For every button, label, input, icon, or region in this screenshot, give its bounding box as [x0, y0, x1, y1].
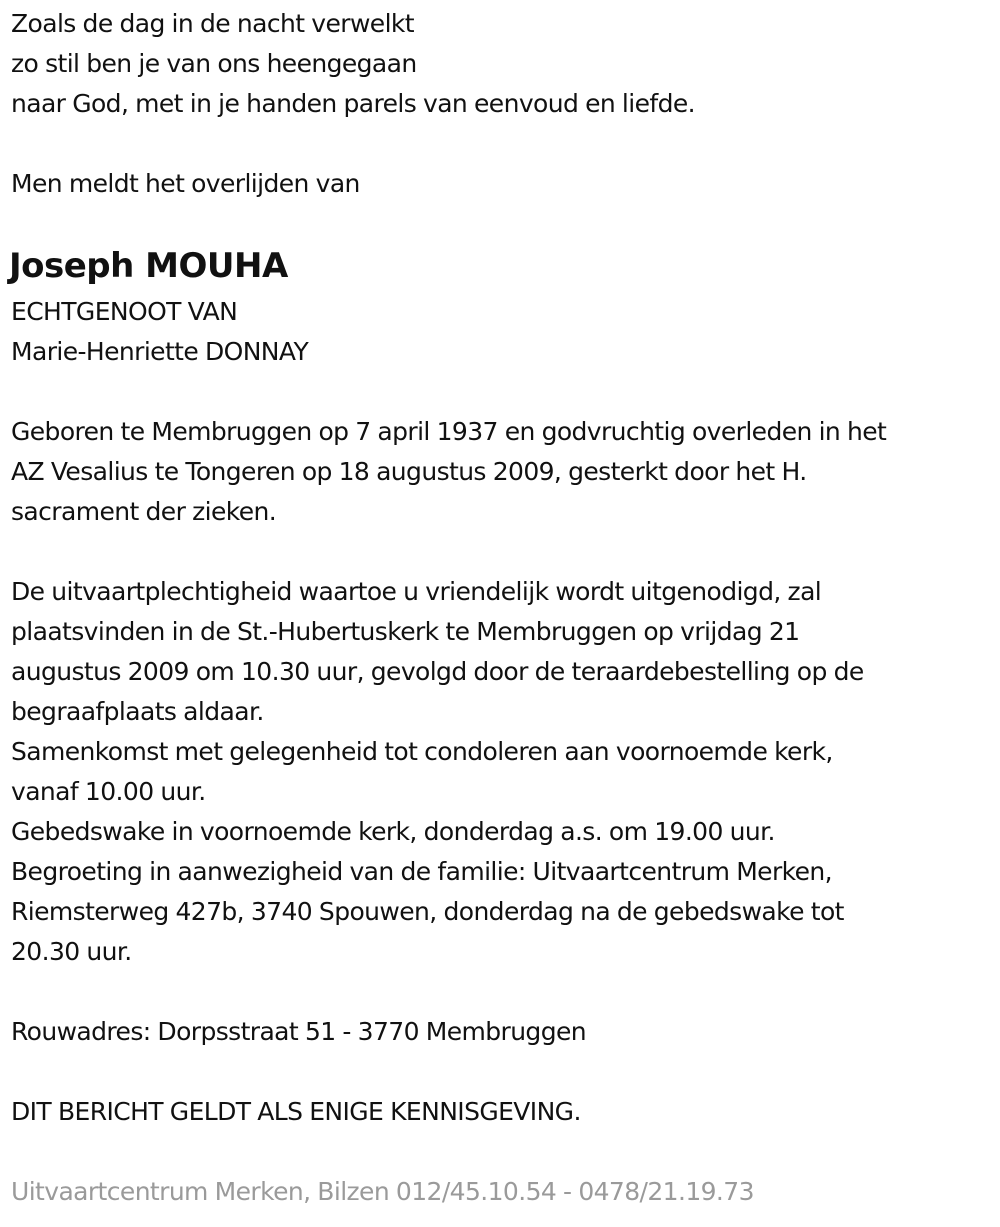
paragraph-line: De uitvaartplechtigheid waartoe u vriendelijk wordt uitgenodigd, zal: [11, 577, 822, 606]
spacer: [11, 372, 996, 412]
paragraph-line: plaatsvinden in de St.-Hubertuskerk te Membruggen op vrijdag 21: [11, 617, 800, 646]
funeral-home-footer: Uitvaartcentrum Merken, Bilzen 012/45.10.54 - 0478/21.19.73: [11, 1177, 754, 1206]
poem-line: zo stil ben je van ons heengegaan: [11, 49, 417, 78]
spacer: [11, 1052, 996, 1092]
spouse-name: Marie-Henriette DONNAY: [11, 337, 309, 366]
mourning-address: Rouwadres: Dorpsstraat 51 - 3770 Membruggen: [11, 1017, 586, 1046]
relation-label: ECHTGENOOT VAN: [11, 297, 238, 326]
spacer: [11, 1132, 996, 1172]
paragraph-line: Gebedswake in voornoemde kerk, donderdag a.s. om 19.00 uur.: [11, 817, 775, 846]
obituary-notice: [11, 4, 996, 1212]
spacer: [11, 972, 996, 1012]
paragraph-line: begraafplaats aldaar.: [11, 697, 264, 726]
paragraph-line: 20.30 uur.: [11, 937, 132, 966]
spacer: [11, 124, 996, 164]
birth-death-paragraph: [11, 412, 996, 532]
paragraph-line: augustus 2009 om 10.30 uur, gevolgd door de teraardebestelling op de: [11, 657, 864, 686]
poem: [11, 4, 996, 124]
ceremony-paragraph: [11, 572, 996, 972]
paragraph-line: Samenkomst met gelegenheid tot condoleren aan voornoemde kerk,: [11, 737, 833, 766]
paragraph-line: vanaf 10.00 uur.: [11, 777, 206, 806]
poem-line: Zoals de dag in de nacht verwelkt: [11, 9, 415, 38]
paragraph-line: AZ Vesalius te Tongeren op 18 augustus 2009, gesterkt door het H.: [11, 457, 807, 486]
paragraph-line: sacrament der zieken.: [11, 497, 277, 526]
paragraph-line: Geboren te Membruggen op 7 april 1937 en godvruchtig overleden in het: [11, 417, 887, 446]
notice-statement: DIT BERICHT GELDT ALS ENIGE KENNISGEVING.: [11, 1097, 581, 1126]
paragraph-line: Riemsterweg 427b, 3740 Spouwen, donderdag na de gebedswake tot: [11, 897, 844, 926]
spacer: [11, 204, 996, 244]
paragraph-line: Begroeting in aanwezigheid van de familie: Uitvaartcentrum Merken,: [11, 857, 832, 886]
intro-text: Men meldt het overlijden van: [11, 169, 360, 198]
spacer: [11, 532, 996, 572]
deceased-name: Joseph MOUHA: [9, 246, 288, 286]
poem-line: naar God, met in je handen parels van eenvoud en liefde.: [11, 89, 696, 118]
